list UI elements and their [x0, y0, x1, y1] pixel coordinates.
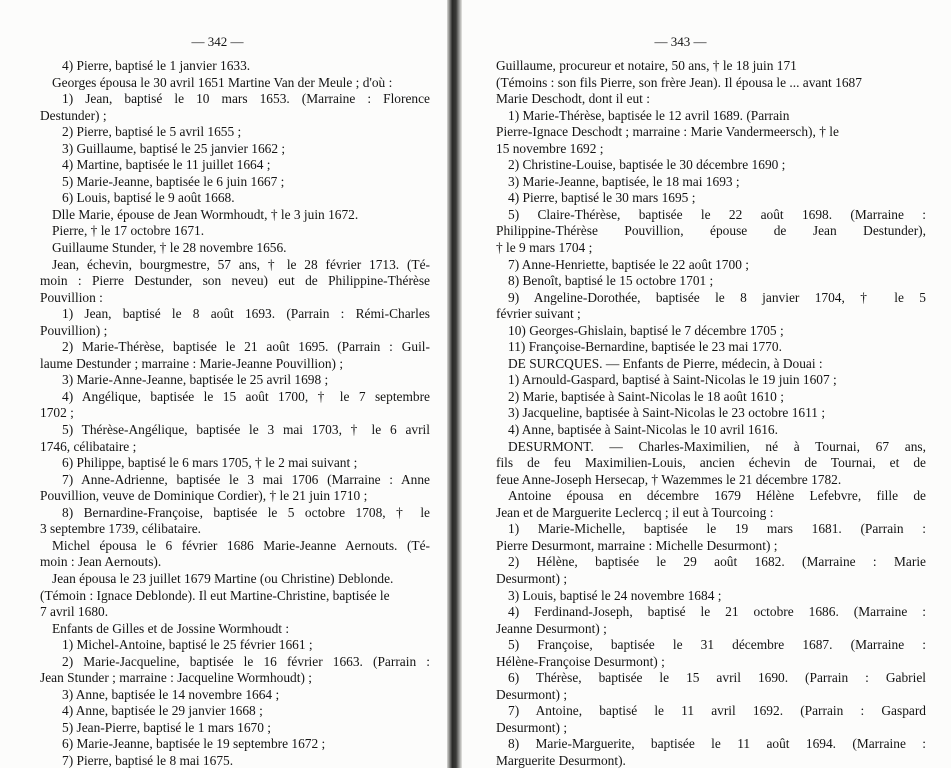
text-line: 9) Angeline-Dorothée, baptisée le 8 janvier 1704, † le 5 [508, 289, 926, 305]
text-line: fils de feu Maximilien-Louis, ancien échevin de Tournai, et de [496, 455, 926, 471]
text-line: Desurmont) ; [496, 686, 568, 702]
text-line: Pouvillion) ; [40, 322, 108, 338]
text-line: 3) Louis, baptisé le 24 novembre 1684 ; [508, 587, 722, 603]
book-gutter [447, 0, 462, 768]
text-line: Jeanne Desurmont) ; [496, 620, 607, 636]
text-line: 1702 ; [40, 405, 74, 421]
text-line: Marguerite Desurmont). [496, 752, 626, 768]
text-line: 7) Anne-Adrienne, baptisée le 3 mai 1706 (Marraine : Anne [62, 471, 430, 487]
text-line: Destunder) ; [40, 107, 107, 123]
text-line: Pouvillion, veuve de Dominique Cordier), † le 21 juin 1710 ; [40, 488, 368, 504]
text-line: 6) Philippe, baptisé le 6 mars 1705, † le 2 mai suivant ; [62, 455, 358, 471]
text-line: Hélène-Françoise Desurmont) ; [496, 653, 665, 669]
text-line: Guillaume, procureur et notaire, 50 ans, † le 18 juin 171 [496, 58, 797, 73]
text-line: 7 avril 1680. [40, 604, 109, 620]
text-line: 1) Jean, baptisé le 10 mars 1653. (Marraine : Florence [62, 91, 430, 107]
text-line: 8) Marie-Marguerite, baptisée le 11 août 1694. (Marraine : [508, 736, 926, 752]
text-line: Marie Deschodt, dont il eut : [496, 91, 650, 107]
text-line: Desurmont) ; [496, 570, 568, 586]
text-line: Desurmont) ; [496, 719, 568, 735]
text-line: Michel épousa le 6 février 1686 Marie-Jeanne Aernouts. (Té- [52, 537, 430, 553]
page-number: — 343 — [654, 34, 707, 49]
text-line: 3 septembre 1739, célibataire. [40, 521, 201, 537]
text-line: 11) Françoise-Bernardine, baptisée le 23 mai 1770. [508, 339, 782, 355]
text-line: 4) Anne, baptisée à Saint-Nicolas le 10 avril 1616. [508, 422, 778, 438]
right-page [462, 0, 951, 768]
text-line: 8) Benoît, baptisé le 15 octobre 1701 ; [508, 273, 714, 289]
text-line: 1) Marie-Michelle, baptisée le 19 mars 1681. (Parrain : [508, 521, 926, 537]
text-line: 1) Jean, baptisé le 8 août 1693. (Parrain : Rémi-Charles [62, 306, 430, 322]
right-page-text [494, 58, 926, 768]
text-line: 2) Christine-Louise, baptisée le 30 décembre 1690 ; [508, 157, 786, 173]
text-line: (Témoin : Ignace Deblonde). Il eut Martine-Christine, baptisée le [40, 587, 390, 603]
text-line: 5) Jean-Pierre, baptisé le 1 mars 1670 ; [62, 719, 271, 735]
text-line: feue Anne-Joseph Hersecap, † Wazemmes le 21 décembre 1782. [496, 471, 842, 487]
text-line: 4) Pierre, baptisé le 30 mars 1695 ; [508, 190, 696, 206]
text-line: 6) Marie-Jeanne, baptisée le 19 septembre 1672 ; [62, 736, 326, 752]
text-line: 4) Ferdinand-Joseph, baptisé le 21 octobre 1686. (Marraine : [508, 604, 926, 620]
text-line: 2) Pierre, baptisé le 5 avril 1655 ; [62, 124, 242, 140]
text-line: Jean épousa le 23 juillet 1679 Martine (ou Christine) Deblonde. [52, 570, 394, 586]
text-line: Pouvillion : [40, 289, 103, 305]
text-line: 4) Pierre, baptisé le 1 janvier 1633. [62, 58, 251, 73]
text-line: 6) Louis, baptisé le 9 août 1668. [62, 190, 235, 206]
text-line: 5) Thérèse-Angélique, baptisée le 3 mai 1703, † le 6 avril [62, 422, 430, 438]
text-line: laume Destunder ; marraine : Marie-Jeanne Pouvillion) ; [40, 355, 344, 371]
text-line: Jean Stunder ; marraine : Jacqueline Wormhoudt) ; [40, 670, 312, 686]
text-line: février suivant ; [496, 306, 581, 322]
text-line: † le 9 mars 1704 ; [496, 240, 593, 256]
text-line: Pierre-Ignace Deschodt ; marraine : Marie Vandermeersch), † le [496, 124, 839, 140]
text-line: 3) Marie-Anne-Jeanne, baptisée le 25 avril 1698 ; [62, 372, 329, 388]
text-line: 1) Marie-Thérèse, baptisée le 12 avril 1689. (Parrain [508, 107, 790, 123]
text-line: 10) Georges-Ghislain, baptisé le 7 décembre 1705 ; [508, 322, 784, 338]
text-line: 7) Pierre, baptisé le 8 mai 1675. [62, 752, 234, 768]
text-line: Enfants de Gilles et de Jossine Wormhoudt : [52, 620, 290, 636]
text-line: 6) Thérèse, baptisée le 15 avril 1690. (Parrain : Gabriel [508, 670, 926, 686]
text-line: 2) Marie-Thérèse, baptisée le 21 août 1695. (Parrain : Guil- [62, 339, 430, 355]
text-line: 2) Marie, baptisée à Saint-Nicolas le 18 août 1610 ; [508, 388, 784, 404]
text-line: 1) Arnould-Gaspard, baptisé à Saint-Nicolas le 19 juin 1607 ; [508, 372, 837, 388]
text-line: 3) Guillaume, baptisé le 25 janvier 1662 ; [62, 140, 286, 156]
text-line: moin : Jean Aernouts). [40, 554, 162, 570]
page-number: — 342 — [191, 34, 244, 49]
text-line: Georges épousa le 30 avril 1651 Martine Van der Meule ; d'où : [52, 74, 393, 90]
text-line: (Témoins : son fils Pierre, son frère Jean). Il épousa le ... avant 1687 [496, 74, 862, 90]
text-line: Pierre Desurmont, marraine : Michelle Desurmont) ; [496, 537, 778, 553]
text-line: 3) Anne, baptisée le 14 novembre 1664 ; [62, 686, 280, 702]
text-line: 5) Marie-Jeanne, baptisée le 6 juin 1667 ; [62, 173, 285, 189]
text-line: 3) Jacqueline, baptisée à Saint-Nicolas le 23 octobre 1611 ; [508, 405, 826, 421]
text-line: Antoine épousa en décembre 1679 Hélène Lefebvre, fille de [508, 488, 926, 504]
text-line: 4) Martine, baptisée le 11 juillet 1664 ; [62, 157, 271, 173]
text-line: 4) Angélique, baptisée le 15 août 1700, † le 7 septembre [62, 388, 430, 404]
text-line: 1746, célibataire ; [40, 438, 137, 454]
text-line: 7) Antoine, baptisé le 11 avril 1692. (Parrain : Gaspard [508, 703, 926, 719]
text-line: 1) Michel-Antoine, baptisé le 25 février 1661 ; [62, 637, 313, 653]
text-line: 2) Hélène, baptisée le 29 août 1682. (Marraine : Marie [508, 554, 926, 570]
left-page-text [38, 58, 430, 768]
text-line: Pierre, † le 17 octobre 1671. [52, 223, 205, 239]
text-line: Guillaume Stunder, † le 28 novembre 1656. [52, 240, 287, 256]
text-line: DESURMONT. — Charles-Maximilien, né à Tournai, 67 ans, [508, 438, 926, 454]
text-line: Dlle Marie, épouse de Jean Wormhoudt, † le 3 juin 1672. [52, 206, 359, 222]
left-page [0, 0, 447, 768]
text-line: moin : Pierre Destunder, son neveu) eut de Philippine-Thérèse [40, 273, 430, 289]
text-line: 15 novembre 1692 ; [496, 140, 604, 156]
text-line: 7) Anne-Henriette, baptisée le 22 août 1700 ; [508, 256, 749, 272]
text-line: 2) Marie-Jacqueline, baptisée le 16 février 1663. (Parrain : [62, 653, 430, 669]
text-line: 5) Françoise, baptisée le 31 décembre 1687. (Marraine : [508, 637, 926, 653]
text-line: DE SURCQUES. — Enfants de Pierre, médecin, à Douai : [508, 355, 823, 371]
text-line: Philippine-Thérèse Pouvillion, épouse de Jean Destunder), [496, 223, 926, 239]
text-line: 8) Bernardine-Françoise, baptisée le 5 octobre 1708, † le [62, 504, 430, 520]
text-line: 3) Marie-Jeanne, baptisée, le 18 mai 1693 ; [508, 173, 740, 189]
text-line: 5) Claire-Thérèse, baptisée le 22 août 1698. (Marraine : [508, 206, 926, 222]
text-line: Jean et de Marguerite Leclercq ; il eut à Tourcoing : [496, 504, 774, 520]
text-line: 4) Anne, baptisée le 29 janvier 1668 ; [62, 703, 263, 719]
text-line: Jean, échevin, bourgmestre, 57 ans, † le 28 février 1713. (Té- [52, 256, 430, 272]
